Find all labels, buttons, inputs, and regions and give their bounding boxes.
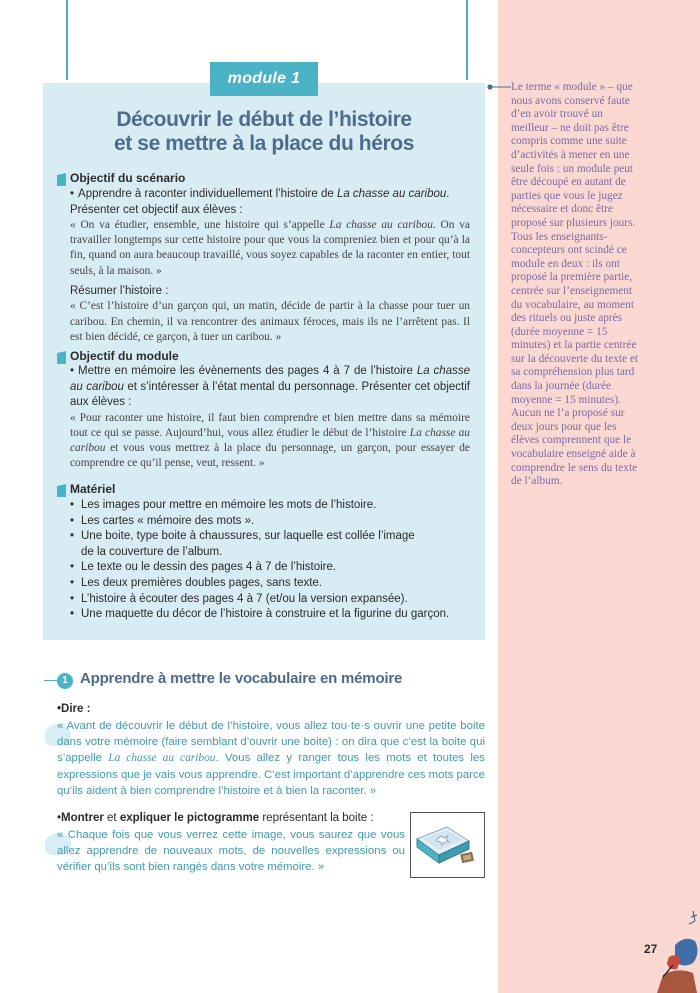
- list-item-text: Les cartes « mémoire des mots ».: [81, 514, 255, 527]
- presenter-quote: [70, 218, 470, 279]
- resumer-quote: « C’est l’histoire d’un garçon qui, un matin, décide de partir à la chasse pour tuer un caribou. En chemin, il va rencontrer des animaux féroces, mais ils ne l’arrêtent pas. Il est bien décidé, ce garçon, à tuer un caribou. »: [70, 300, 470, 343]
- dire-part2: . Vous allez y ranger tous les mots et toutes les expressions que je vais vous apprendre. C’est important d’apprendre ces mots parce qu’ils aident à bien comprendre l’histoire et à bien la raconter. »: [57, 752, 486, 797]
- module-tag: module 1: [210, 62, 318, 96]
- section-heading: [70, 171, 470, 186]
- bullet-part2: et s’intéresser à l’état mental du personnage. Présenter cet objectif aux élèves :: [70, 380, 470, 408]
- dire-label: •Dire :: [57, 703, 91, 715]
- list-item: • Les deux premières doubles pages, sans texte.: [70, 576, 323, 589]
- objectif-scenario-section: [70, 171, 470, 345]
- resumer-label: Résumer l’histoire :: [70, 284, 169, 297]
- bullet-text: Apprendre à raconter individuellement l’histoire de: [78, 188, 337, 200]
- objectif-module-bullet: [70, 364, 470, 411]
- list-item-text: Les images pour mettre en mémoire les mots de l’histoire.: [81, 499, 377, 511]
- list-item: • Le texte ou le dessin des pages 4 à 7 de l’histoire.: [70, 561, 337, 574]
- module-title-line2: et se mettre à la place du héros: [114, 132, 414, 155]
- materiel-section: [70, 482, 470, 623]
- list-item: • Une maquette du décor de l’histoire à construire et la figurine du garçon.: [70, 608, 450, 621]
- montrer-quote: « Chaque fois que vous verrez cette image, vous saurez que vous allez apprendre de nouveaux mots, de nouvelles expressions ou vérifier qu’ils sont bien rangés dans votre mémoire. »: [57, 829, 405, 874]
- step-title: Apprendre à mettre le vocabulaire en mémoire: [80, 670, 403, 687]
- section-heading: [70, 482, 470, 497]
- box-pictogram: [410, 812, 485, 878]
- section-heading: [70, 349, 470, 364]
- dire-label-text: Dire :: [61, 703, 91, 715]
- objectif-scenario-heading: Objectif du scénario: [70, 171, 186, 185]
- page-number: 27: [644, 942, 658, 956]
- objectif-module-section: [70, 349, 470, 471]
- step-number-badge: 1: [57, 673, 73, 689]
- sidebar-note: Le terme « module » – que nous avons conservé faute d’en avoir trouvé un meilleur – ne doit pas être compris comme une suite d’activités à mener en une seule fois : un module peut être découpé en autant de parties que vous le jugez nécessaire et donc être proposé sur plusieurs jours. Tous les enseignants-concepteurs ont scindé ce module en deux : ils ont proposé la première partie, centrée sur l’enseignement du vocabulaire, au moment des rituels ou juste après (durée moyenne = 15 minutes) et la partie centrée sur la découverte du texte et sa compréhension plus tard dans la journée (durée moyenne = 15 minutes). Aucun ne l’a proposé sur deux jours pour que les élèves comprennent que le vocabulaire enseigné aide à comprendre le sens du texte de l’album.: [511, 81, 639, 488]
- list-item: • Les cartes « mémoire des mots ».: [70, 514, 255, 527]
- corner-illustration-icon: [655, 905, 700, 993]
- dire-quote: [57, 718, 485, 799]
- quote-part2: et vous vous mettrez à la place du personnage, un garçon, pour essayer de comprendre ce qu’il pense, veut, ressent. »: [70, 441, 470, 470]
- quote-part1: « Pour raconter une histoire, il faut bien comprendre et bien mettre dans sa mémoire tout ce qui se passe. Aujourd’hui, vous allez étudier le début de l’histoire: [70, 411, 470, 439]
- objectif-module-heading: Objectif du module: [70, 349, 179, 363]
- bullet-title: La chasse au caribou: [336, 188, 447, 200]
- bullet-end: .: [446, 188, 450, 200]
- quote-part1: « On va étudier, ensemble, une histoire qui s’appelle: [70, 219, 330, 231]
- step-connector: [44, 680, 58, 681]
- montrer-rest: représentant la boite :: [259, 812, 374, 824]
- objectif-scenario-bullet: [70, 187, 470, 203]
- dire-part1: « Avant de découvrir le début de l’histoire, vous allez tou·te·s ouvrir une petite boite dans votre mémoire (faire semblant d’ouvrir une boite) : on dira que c’est la boite qui s’appelle: [57, 720, 485, 765]
- quote-title: La chasse au caribou: [329, 219, 433, 231]
- list-item-text: Les deux premières doubles pages, sans texte.: [81, 576, 323, 589]
- section-marker-icon: [57, 173, 66, 186]
- montrer-and: et: [103, 812, 120, 824]
- dire-title: La chasse au caribou: [108, 752, 216, 765]
- quote-part2: . On va travailler longtemps sur cette histoire pour que vous la compreniez bien et pour qu’à la fin, quand on aura beaucoup travaillé, vous soyez capables de la raconter en entier, tout seuls, à la maison. »: [70, 219, 470, 277]
- module-title-line1: Découvrir le début de l’histoire: [116, 108, 412, 131]
- objectif-module-quote: [70, 411, 470, 472]
- list-item: • Les images pour mettre en mémoire les mots de l’histoire.: [70, 499, 377, 511]
- montrer-verb2: expliquer le pictogramme: [119, 812, 260, 824]
- materiel-heading: Matériel: [70, 482, 116, 496]
- bullet-part1: Mettre en mémoire les évènements des pages 4 à 7 de l’histoire: [78, 365, 417, 377]
- montrer-verb1: Montrer: [61, 812, 104, 824]
- section-marker-icon: [57, 351, 66, 364]
- list-item: • Une boite, type boite à chaussures, sur laquelle est collée l’image: [70, 530, 415, 543]
- bullet-title: La chasse au caribou: [70, 365, 470, 393]
- list-item: • L’histoire à écouter des pages 4 à 7 (et/ou la version expansée).: [70, 592, 408, 605]
- presenter-label: Présenter cet objectif aux élèves :: [70, 203, 243, 216]
- list-item-text: L’histoire à écouter des pages 4 à 7 (et/ou la version expansée).: [81, 592, 408, 605]
- list-item-continued: de la couverture de l’album.: [81, 545, 223, 558]
- montrer-label: •Montrer et expliquer le pictogramme représentant la boite :: [57, 812, 374, 824]
- memory-box-icon: [411, 813, 484, 877]
- quote-title: La chasse au caribou: [70, 426, 471, 454]
- sidebar-pointer-icon: [487, 84, 511, 90]
- list-item-text: Une boite, type boite à chaussures, sur laquelle est collée l’image: [81, 530, 415, 543]
- list-item-text: Une maquette du décor de l’histoire à construire et la figurine du garçon.: [81, 608, 450, 621]
- module-title: [43, 108, 485, 156]
- section-marker-icon: [57, 484, 66, 497]
- list-item-text: Le texte ou le dessin des pages 4 à 7 de l’histoire.: [81, 561, 337, 574]
